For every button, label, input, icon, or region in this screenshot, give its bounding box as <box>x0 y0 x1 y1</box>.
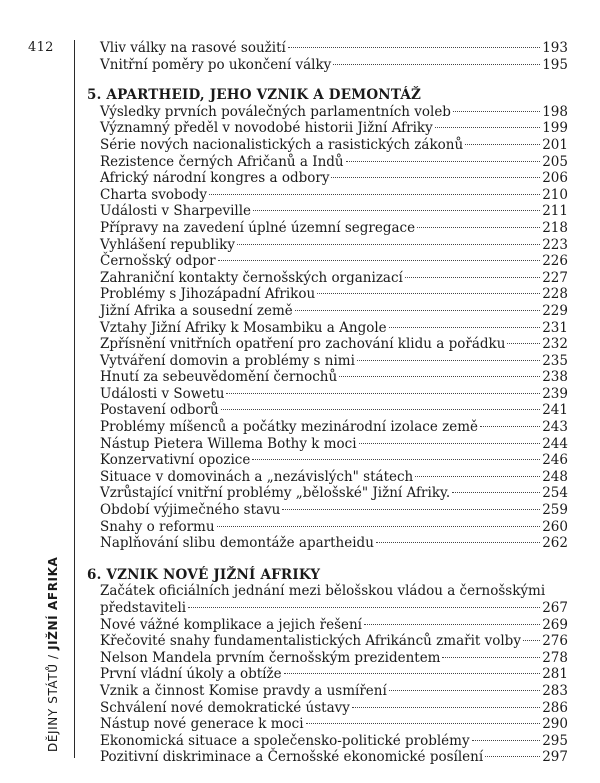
toc-entry-page: 228 <box>542 286 568 303</box>
dot-leader <box>389 327 541 328</box>
toc-entry <box>100 270 568 287</box>
toc-entry-title: Vliv války na rasové soužití <box>100 40 286 56</box>
toc-entry-title: Rezistence černých Afričanů a Indů <box>100 153 344 170</box>
toc-entry-title: Vznik a činnost Komise pravdy a usmíření <box>100 682 387 699</box>
dot-leader <box>209 194 540 195</box>
toc-entry <box>100 137 568 154</box>
toc-entry-title: Jižní Afrika a sousední země <box>100 302 293 319</box>
toc-entry-page: 290 <box>542 716 568 733</box>
dot-leader <box>352 707 540 708</box>
toc-entry <box>100 700 568 717</box>
toc-entry-title: Postavení odborů <box>100 402 219 419</box>
dot-leader <box>253 210 540 211</box>
toc-entry-page: 231 <box>542 319 568 336</box>
toc-entry <box>100 40 568 57</box>
toc-entry-title: Série nových nacionalistických a rasistických zákonů <box>100 136 464 153</box>
dot-leader <box>284 673 541 674</box>
toc-entry-title: Nelson Mandela prvním černošským prezidentem <box>100 649 441 666</box>
running-header-series: DĚJINY STÁTŮ / <box>46 649 60 752</box>
toc-entry-title: Křečovité snahy fundamentalistických Afrikánců zmařit volby <box>100 633 521 650</box>
dot-leader <box>364 624 540 625</box>
toc-entry-page: 269 <box>542 616 568 633</box>
toc-entry-page: 211 <box>542 203 568 220</box>
toc-entry-page: 229 <box>542 302 568 319</box>
toc-entry-title: Ekonomická situace a společensko-politické problémy <box>100 732 470 749</box>
toc-entry <box>100 187 568 204</box>
running-header <box>46 557 60 752</box>
toc-entry-title-line1: Začátek oficiálních jednání mezi bělošskou vládou a černošskými <box>100 583 546 600</box>
toc-entry-title: Vnitřní poměry po ukončení války <box>100 56 332 73</box>
toc-entry-page: 278 <box>542 649 568 666</box>
toc-entry <box>100 170 568 187</box>
dot-leader <box>331 177 540 178</box>
toc-entry-page: 218 <box>542 219 568 236</box>
dot-leader <box>288 47 540 48</box>
toc-entry <box>100 336 568 353</box>
toc-entry-title: Africký národní kongres a odbory <box>100 170 330 187</box>
dot-leader <box>339 376 540 377</box>
dot-leader <box>282 509 540 510</box>
dot-leader <box>523 640 540 641</box>
toc-entry <box>100 666 568 683</box>
dot-leader <box>221 409 541 410</box>
running-header-title: JIŽNÍ AFRIKA <box>46 556 60 650</box>
dot-leader <box>317 293 540 294</box>
toc-entry-page: 246 <box>542 452 568 469</box>
toc-entry <box>100 733 568 750</box>
toc-entry <box>100 485 568 502</box>
toc-entry-page: 259 <box>542 502 568 519</box>
page-number: 412 <box>28 40 54 55</box>
dot-leader <box>188 607 540 608</box>
toc-entry-page: 262 <box>542 535 568 552</box>
toc-entry <box>100 303 568 320</box>
toc-entry <box>100 402 568 419</box>
toc-entry-page: 254 <box>542 485 568 502</box>
toc-entry-title: Černošský odpor <box>100 253 216 270</box>
toc-entry-title: Vyhlášení republiky <box>100 236 235 253</box>
dot-leader <box>218 260 541 261</box>
dot-leader <box>226 393 540 394</box>
dot-leader <box>453 111 540 112</box>
toc-entry-title: Problémy míšenců a počátky mezinárodní izolace země <box>100 419 478 436</box>
toc-entry-title: Problémy s Jihozápadní Afrikou <box>100 286 316 303</box>
dot-leader <box>346 161 541 162</box>
toc-entry <box>100 386 568 403</box>
toc-entry <box>100 369 568 386</box>
toc-entry-page: 243 <box>542 419 568 436</box>
toc-entry-page: 198 <box>542 103 568 120</box>
toc-entry <box>100 253 568 270</box>
toc-entry-title: Významný předěl v novodobé historii Jižní Afriky <box>100 120 433 137</box>
toc-entry-title: Nové vážné komplikace a jejich řešení <box>100 616 363 633</box>
toc-entry <box>100 220 568 237</box>
toc-entry-title: Zpřísnění vnitřních opatření pro zachování klidu a pořádku <box>100 336 506 353</box>
toc-entry-title: Události v Sowetu <box>100 385 225 402</box>
toc-entry-page: 276 <box>542 633 568 650</box>
toc-entry-page: 297 <box>542 749 568 766</box>
dot-leader <box>465 144 540 145</box>
toc-entry <box>100 519 568 536</box>
dot-leader <box>507 343 540 344</box>
dot-leader <box>252 459 540 460</box>
dot-leader <box>485 756 540 757</box>
toc-entry-page: 244 <box>542 435 568 452</box>
dot-leader <box>359 443 541 444</box>
dot-leader <box>389 690 540 691</box>
toc-entry <box>100 633 568 650</box>
toc-entry-title: Hnutí za sebeuvědomění černochů <box>100 369 338 386</box>
toc-entry-title: Snahy o reformu <box>100 518 215 535</box>
dot-leader <box>217 526 541 527</box>
toc-entry <box>100 154 568 171</box>
toc-entry-title: Období výjimečného stavu <box>100 502 281 519</box>
toc-entry-title: Vztahy Jižní Afriky k Mosambiku a Angole <box>100 319 387 336</box>
toc-entry-title: Přípravy na zavedení úplné územní segregace <box>100 219 416 236</box>
toc-entry-page: 210 <box>542 186 568 203</box>
toc-entry-page: 223 <box>542 236 568 253</box>
toc-entry <box>100 716 568 733</box>
toc-entry <box>100 419 568 436</box>
dot-leader <box>417 227 540 228</box>
toc-entry <box>100 469 568 486</box>
toc-entry-page: 195 <box>542 56 568 73</box>
toc-entry-page: 227 <box>542 269 568 286</box>
toc-entry-page: 193 <box>542 40 568 56</box>
dot-leader <box>415 476 540 477</box>
toc-entry-page: 267 <box>542 600 568 616</box>
margin-rule <box>74 40 75 758</box>
toc-entry-page: 206 <box>542 170 568 187</box>
toc-entry <box>100 320 568 337</box>
dot-leader <box>435 127 541 128</box>
toc-entry-page: 241 <box>542 402 568 419</box>
toc-entry-page: 232 <box>542 336 568 353</box>
toc-entry-page: 248 <box>542 468 568 485</box>
toc-entry <box>100 203 568 220</box>
toc-entry <box>100 120 568 137</box>
toc-entry-title: Pozitivní diskriminace a Černošské ekonomické posílení <box>100 749 484 766</box>
toc-entry-page: 201 <box>542 136 568 153</box>
toc-entry <box>100 650 568 667</box>
dot-leader <box>237 244 540 245</box>
toc-entry-title: Události v Sharpeville <box>100 203 252 220</box>
table-of-contents <box>87 40 568 766</box>
section-6-entries <box>100 617 568 766</box>
toc-entry-title: Konzervativní opozice <box>100 452 251 469</box>
toc-entry-title: Nástup nové generace k moci <box>100 716 304 733</box>
dot-leader <box>442 657 540 658</box>
toc-entry-page: 226 <box>542 253 568 270</box>
section-5-heading: 5. APARTHEID, JEHO VZNIK A DEMONTÁŽ <box>87 87 422 104</box>
section-6-heading: 6. VZNIK NOVÉ JIŽNÍ AFRIKY <box>87 566 321 583</box>
dot-leader <box>376 542 540 543</box>
toc-entry <box>100 237 568 254</box>
toc-entry-title: Naplňování slibu demontáže apartheidu <box>100 535 374 552</box>
dot-leader <box>480 426 540 427</box>
toc-entry-title: Vzrůstající vnitřní problémy „bělošské" Jižní Afriky. <box>100 485 451 502</box>
toc-entry <box>100 57 568 74</box>
toc-entry-page: 205 <box>542 153 568 170</box>
toc-entry-title: Schválení nové demokratické ústavy <box>100 699 350 716</box>
top-entries <box>100 40 568 73</box>
toc-entry <box>100 600 568 617</box>
toc-entry-title: Nástup Pietera Willema Bothy k moci <box>100 435 357 452</box>
toc-entry-title: Situace v domovinách a „nezávislých" státech <box>100 468 414 485</box>
dot-leader <box>306 723 541 724</box>
dot-leader <box>357 360 540 361</box>
dot-leader <box>405 277 540 278</box>
toc-entry <box>100 617 568 634</box>
toc-entry-title: představiteli <box>100 600 187 616</box>
toc-entry <box>100 535 568 552</box>
toc-entry-title: Vytváření domovin a problémy s nimi <box>100 352 355 369</box>
toc-entry <box>100 452 568 469</box>
toc-entry-page: 281 <box>542 666 568 683</box>
toc-entry-page: 199 <box>542 120 568 137</box>
dot-leader <box>472 740 541 741</box>
dot-leader <box>295 310 540 311</box>
dot-leader <box>452 492 540 493</box>
toc-entry-title: Charta svobody <box>100 186 208 203</box>
toc-entry-title: Zahraniční kontakty černošských organizací <box>100 269 403 286</box>
toc-entry-page: 286 <box>542 699 568 716</box>
toc-entry-page: 260 <box>542 518 568 535</box>
toc-entry-title: Výsledky prvních poválečných parlamentních voleb <box>100 103 451 120</box>
toc-entry-page: 239 <box>542 385 568 402</box>
toc-entry <box>100 353 568 370</box>
toc-entry <box>100 502 568 519</box>
toc-entry-title: První vládní úkoly a obtíže <box>100 666 282 683</box>
toc-entry <box>100 436 568 453</box>
section-5-entries <box>100 104 568 552</box>
toc-entry <box>100 749 568 766</box>
dot-leader <box>333 64 540 65</box>
toc-entry <box>100 286 568 303</box>
toc-entry-page: 238 <box>542 369 568 386</box>
toc-entry-page: 283 <box>542 682 568 699</box>
toc-entry-page: 295 <box>542 732 568 749</box>
toc-entry <box>100 104 568 121</box>
toc-entry-page: 235 <box>542 352 568 369</box>
toc-entry <box>100 683 568 700</box>
